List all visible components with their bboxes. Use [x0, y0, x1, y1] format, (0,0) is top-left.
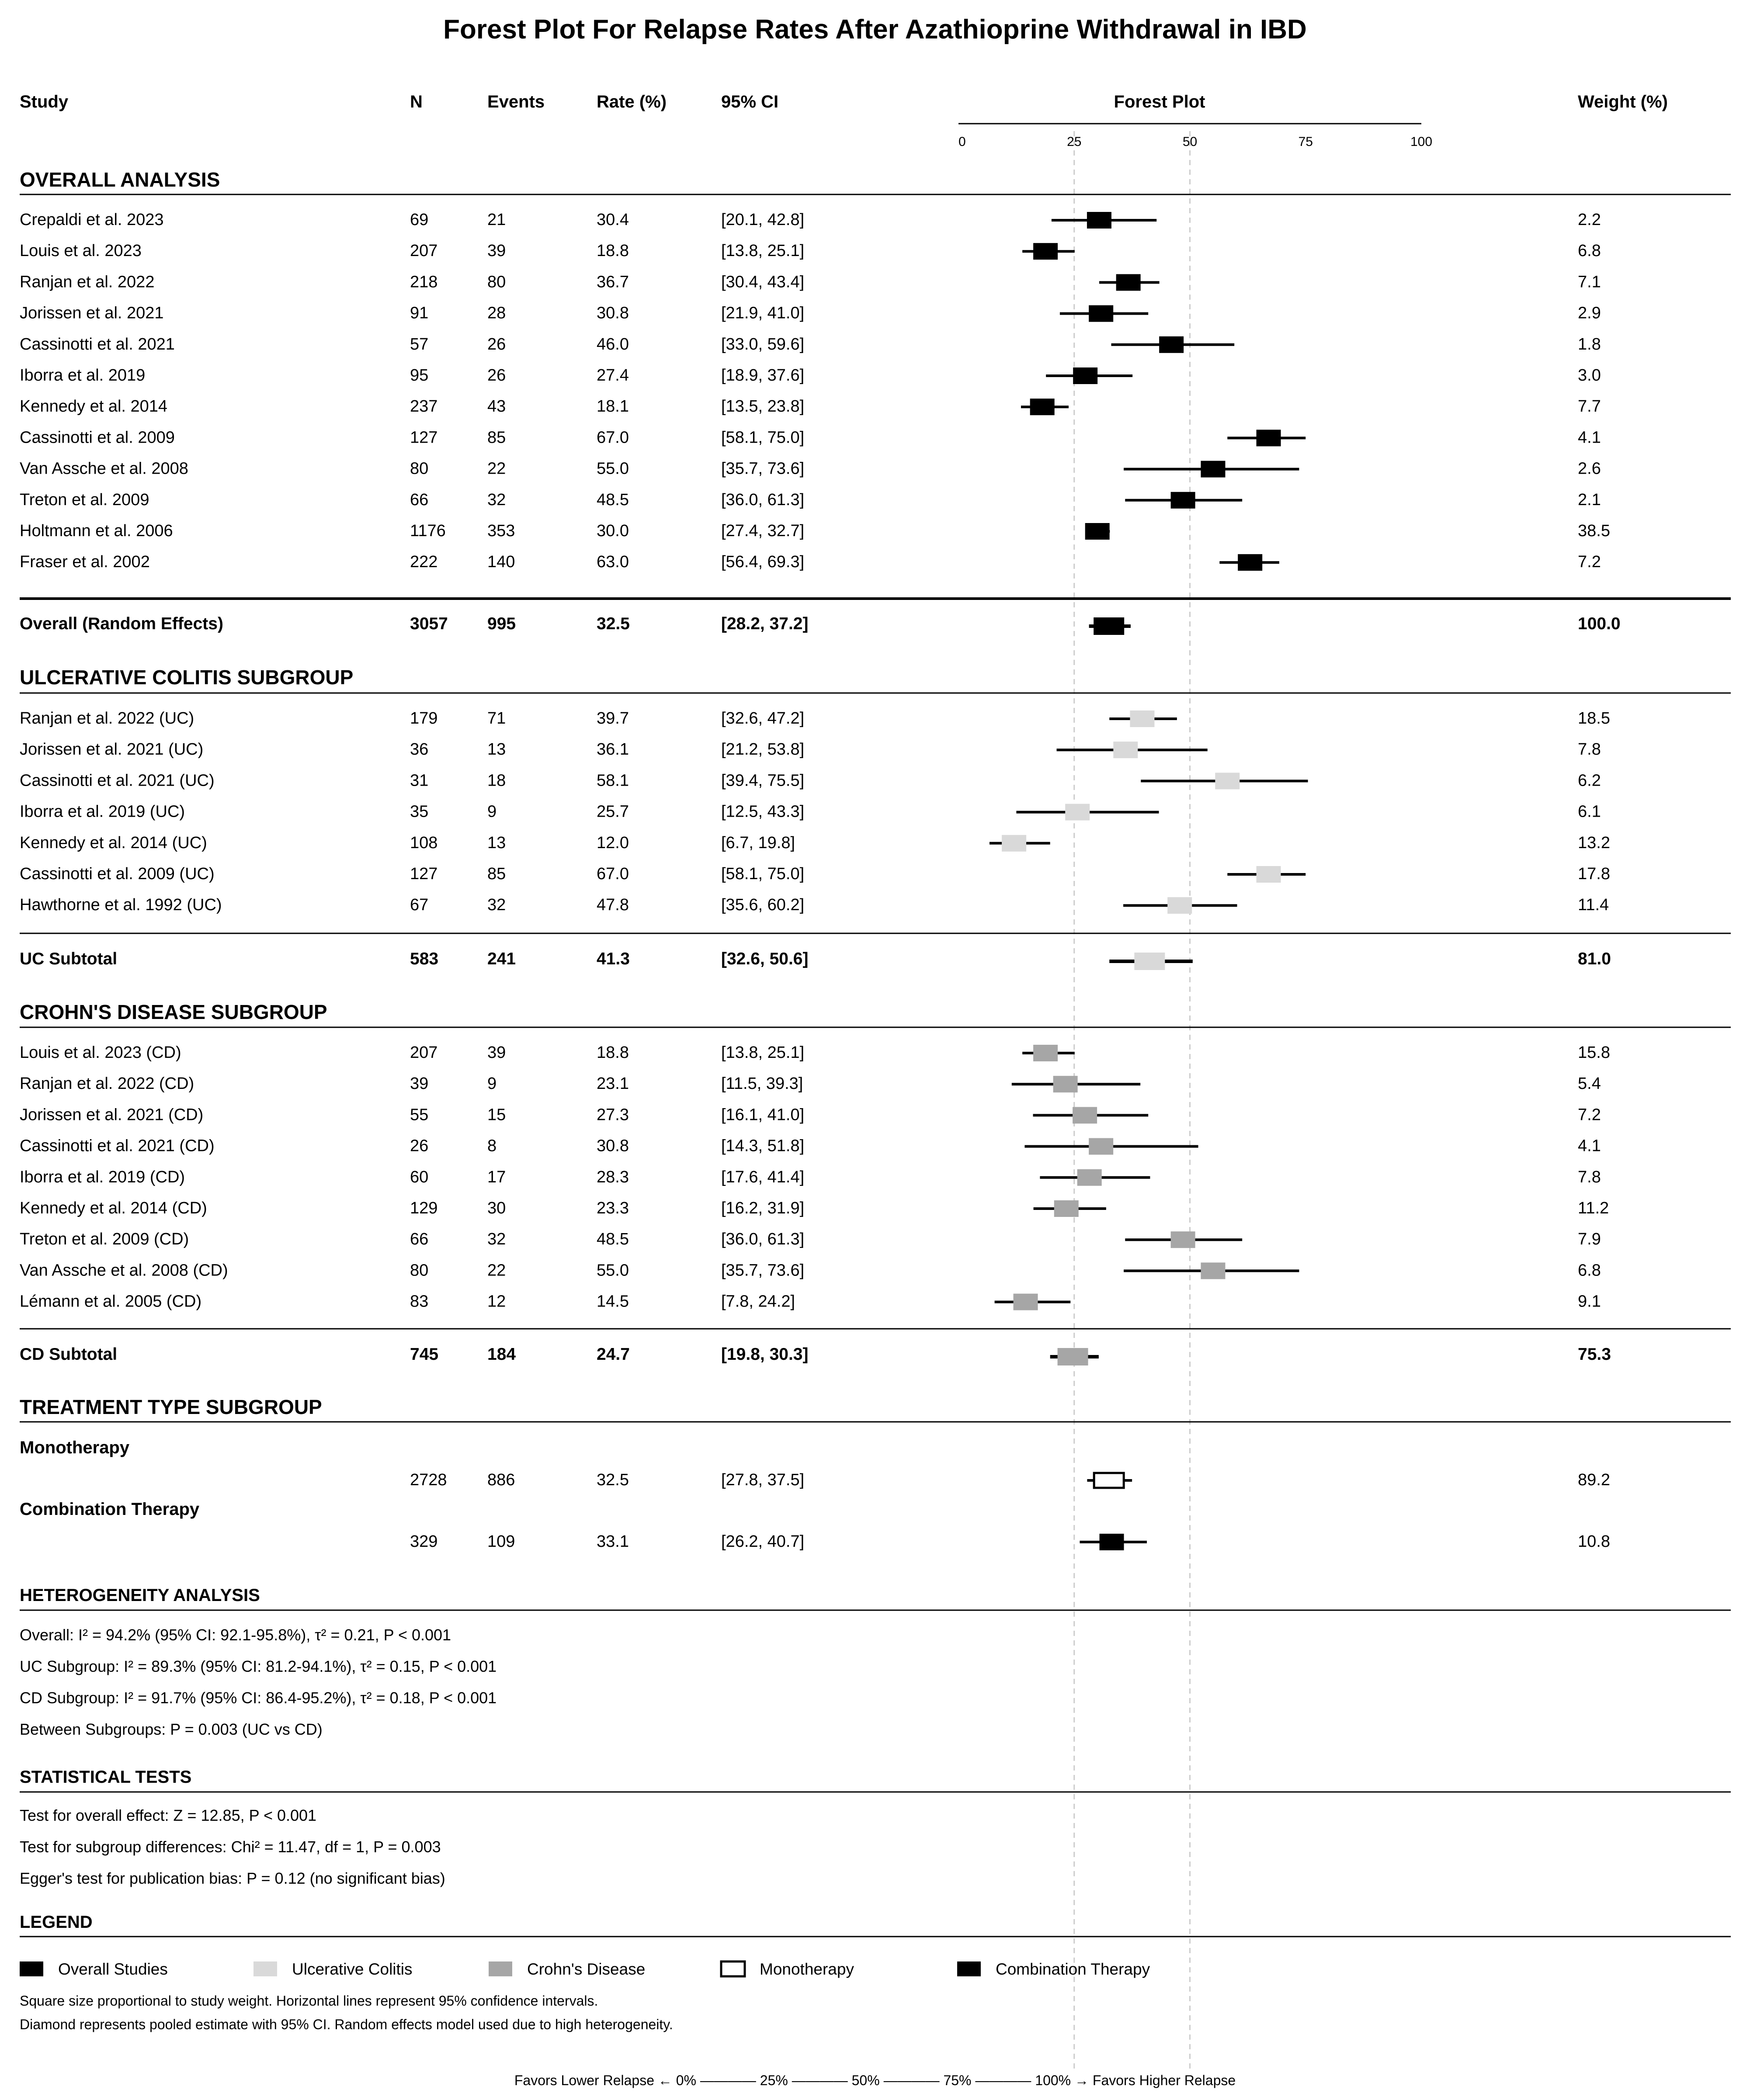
study-row-n: 222 — [410, 553, 438, 572]
study-row-events: 39 — [487, 1043, 506, 1062]
study-row-study: Ranjan et al. 2022 (CD) — [20, 1074, 194, 1093]
study-row-marker — [1077, 1169, 1102, 1186]
study-row-events: 32 — [487, 490, 506, 509]
legend-label: Overall Studies — [58, 1960, 168, 1978]
legend-label: Crohn's Disease — [527, 1960, 646, 1978]
study-row-marker — [1030, 399, 1055, 415]
study-row-marker — [1116, 274, 1141, 291]
study-row-weight: 11.2 — [1578, 1199, 1609, 1217]
study-row-n: 127 — [410, 428, 438, 447]
subtotal-row-label: UC Subtotal — [20, 950, 118, 968]
study-row-weight: 7.7 — [1578, 397, 1601, 416]
study-row-rate: 30.8 — [597, 1137, 629, 1155]
study-row-ci: [16.2, 31.9] — [721, 1199, 805, 1217]
legend-swatch-monotherapy — [721, 1961, 745, 1976]
study-row-marker — [1073, 367, 1097, 384]
study-row-rate: 12.0 — [597, 833, 629, 852]
study-row-weight: 38.5 — [1578, 522, 1610, 540]
study-row-ci: [21.2, 53.8] — [721, 740, 805, 759]
study-row-ci: [30.4, 43.4] — [721, 273, 805, 291]
study-row-study: Cassinotti et al. 2021 (CD) — [20, 1137, 215, 1155]
subtotal-row-ci: [32.6, 50.6] — [721, 950, 809, 968]
study-row-ci: [35.6, 60.2] — [721, 896, 805, 915]
study-row-ci: [13.8, 25.1] — [721, 1043, 805, 1062]
study-row-events: 21 — [487, 211, 506, 229]
treatment-row-events: 886 — [487, 1471, 515, 1489]
study-row-study: Iborra et al. 2019 — [20, 366, 146, 385]
study-row-n: 207 — [410, 1043, 438, 1062]
study-row-weight: 17.8 — [1578, 865, 1610, 883]
study-row-rate: 36.7 — [597, 273, 629, 291]
study-row-events: 8 — [487, 1137, 497, 1155]
subtotal-row-weight: 100.0 — [1578, 614, 1621, 633]
study-row-ci: [11.5, 39.3] — [721, 1074, 803, 1093]
legend-swatch-uc — [253, 1961, 277, 1976]
study-row-weight: 18.5 — [1578, 709, 1610, 728]
study-row-study: Jorissen et al. 2021 (UC) — [20, 740, 204, 759]
study-row-n: 67 — [410, 896, 429, 915]
study-row-events: 85 — [487, 428, 506, 447]
treatment-row-n: 2728 — [410, 1471, 447, 1489]
study-row-weight: 11.4 — [1578, 896, 1609, 915]
study-row-n: 237 — [410, 397, 438, 416]
study-row-events: 32 — [487, 1230, 506, 1249]
study-row-marker — [1053, 1076, 1078, 1092]
study-row-ci: [13.8, 25.1] — [721, 242, 805, 260]
study-row-rate: 67.0 — [597, 865, 629, 883]
study-row-marker — [1002, 835, 1026, 852]
study-row-events: 13 — [487, 833, 506, 852]
study-row-marker — [1054, 1200, 1079, 1217]
study-row-ci: [17.6, 41.4] — [721, 1168, 805, 1186]
study-row-marker — [1159, 336, 1184, 353]
study-row-n: 83 — [410, 1292, 429, 1311]
study-row-ci: [56.4, 69.3] — [721, 553, 805, 572]
subtotal-row-events: 995 — [487, 614, 516, 633]
axis-tick-label: 50 — [1182, 135, 1198, 149]
subtotal-row-ci: [28.2, 37.2] — [721, 614, 809, 633]
study-row-rate: 18.8 — [597, 242, 629, 260]
study-row-weight: 7.2 — [1578, 1105, 1601, 1124]
study-row-rate: 28.3 — [597, 1168, 629, 1186]
column-header-study: Study — [20, 92, 69, 111]
study-row-marker — [1167, 897, 1192, 914]
study-row-events: 9 — [487, 802, 497, 821]
column-header-forest-plot: Forest Plot — [1114, 92, 1205, 111]
study-row-marker — [1033, 243, 1058, 260]
heterogeneity-line: CD Subgroup: I² = 91.7% (95% CI: 86.4-95.2%), τ² = 0.18, P < 0.001 — [20, 1689, 497, 1707]
study-row-n: 80 — [410, 459, 429, 478]
section-heading: CROHN'S DISEASE SUBGROUP — [20, 1001, 327, 1023]
study-row-marker — [1171, 492, 1195, 509]
axis-tick-label: 0 — [958, 135, 966, 149]
axis-tick-label: 75 — [1298, 135, 1313, 149]
subtotal-row-marker — [1058, 1348, 1088, 1365]
treatment-row-ci: [27.8, 37.5] — [721, 1471, 805, 1489]
treatment-row-marker — [1094, 1473, 1124, 1488]
study-row-events: 85 — [487, 865, 506, 883]
study-row-study: Iborra et al. 2019 (CD) — [20, 1168, 185, 1186]
study-row-study: Holtmann et al. 2006 — [20, 522, 173, 540]
subtotal-row-events: 184 — [487, 1345, 516, 1364]
study-row-n: 91 — [410, 304, 429, 322]
study-row-rate: 14.5 — [597, 1292, 629, 1311]
study-row-weight: 9.1 — [1578, 1292, 1601, 1311]
study-row-rate: 36.1 — [597, 740, 629, 759]
study-row-study: Ranjan et al. 2022 (UC) — [20, 709, 194, 728]
study-row-rate: 67.0 — [597, 428, 629, 447]
study-row-ci: [14.3, 51.8] — [721, 1137, 805, 1155]
column-header-ci: 95% CI — [721, 92, 779, 111]
study-row-ci: [58.1, 75.0] — [721, 428, 805, 447]
heterogeneity-line: UC Subgroup: I² = 89.3% (95% CI: 81.2-94.1%), τ² = 0.15, P < 0.001 — [20, 1657, 497, 1675]
study-row-rate: 39.7 — [597, 709, 629, 728]
column-header-weight: Weight (%) — [1578, 92, 1668, 111]
study-row-ci: [39.4, 75.5] — [721, 771, 805, 790]
study-row-rate: 30.4 — [597, 211, 629, 229]
study-row-rate: 46.0 — [597, 335, 629, 353]
study-row-rate: 27.3 — [597, 1105, 629, 1124]
stats-line: Test for subgroup differences: Chi² = 11.47, df = 1, P = 0.003 — [20, 1838, 441, 1856]
study-row-marker — [1215, 773, 1240, 789]
study-row-study: Jorissen et al. 2021 (CD) — [20, 1105, 204, 1124]
study-row-ci: [21.9, 41.0] — [721, 304, 805, 322]
subtotal-row-rate: 41.3 — [597, 950, 630, 968]
study-row-weight: 1.8 — [1578, 335, 1601, 353]
study-row-events: 71 — [487, 709, 506, 728]
legend-note: Diamond represents pooled estimate with 95% CI. Random effects model used due to high heterogeneity. — [20, 2017, 673, 2032]
treatment-row-weight: 89.2 — [1578, 1471, 1610, 1489]
study-row-rate: 23.1 — [597, 1074, 629, 1093]
study-row-weight: 5.4 — [1578, 1074, 1601, 1093]
study-row-weight: 7.2 — [1578, 553, 1601, 572]
study-row-marker — [1257, 430, 1281, 446]
section-heading: OVERALL ANALYSIS — [20, 168, 220, 191]
study-row-study: Fraser et al. 2002 — [20, 553, 150, 572]
study-row-rate: 18.1 — [597, 397, 629, 416]
study-row-marker — [1257, 866, 1281, 883]
study-row-events: 43 — [487, 397, 506, 416]
legend-heading: LEGEND — [20, 1913, 93, 1932]
legend-note: Square size proportional to study weight. Horizontal lines represent 95% confidence intervals. — [20, 1993, 598, 2009]
study-row-n: 39 — [410, 1074, 429, 1093]
study-row-study: Iborra et al. 2019 (UC) — [20, 802, 185, 821]
study-row-events: 39 — [487, 242, 506, 260]
subtotal-row-weight: 81.0 — [1578, 950, 1611, 968]
study-row-study: Cassinotti et al. 2009 — [20, 428, 175, 447]
study-row-study: Van Assche et al. 2008 (CD) — [20, 1261, 228, 1280]
study-row-events: 80 — [487, 273, 506, 291]
study-row-ci: [7.8, 24.2] — [721, 1292, 795, 1311]
study-row-study: Hawthorne et al. 1992 (UC) — [20, 896, 222, 915]
study-row-ci: [18.9, 37.6] — [721, 366, 805, 385]
study-row-n: 31 — [410, 771, 429, 790]
subtotal-row-marker — [1134, 953, 1165, 970]
study-row-n: 129 — [410, 1199, 438, 1217]
study-row-study: Louis et al. 2023 — [20, 242, 142, 260]
study-row-study: Crepaldi et al. 2023 — [20, 211, 164, 229]
legend-swatch-overall — [20, 1961, 43, 1976]
subtotal-row-marker — [1094, 617, 1124, 635]
stats-heading: STATISTICAL TESTS — [20, 1767, 192, 1787]
study-row-ci: [58.1, 75.0] — [721, 865, 805, 883]
study-row-rate: 30.8 — [597, 304, 629, 322]
study-row-ci: [12.5, 43.3] — [721, 802, 805, 821]
axis-tick-label: 25 — [1067, 135, 1082, 149]
study-row-ci: [35.7, 73.6] — [721, 459, 805, 478]
study-row-weight: 7.1 — [1578, 273, 1601, 291]
study-row-rate: 23.3 — [597, 1199, 629, 1217]
study-row-ci: [27.4, 32.7] — [721, 522, 805, 540]
study-row-events: 12 — [487, 1292, 506, 1311]
study-row-n: 69 — [410, 211, 429, 229]
treatment-group-label: Combination Therapy — [20, 1500, 200, 1519]
column-header-n: N — [410, 92, 423, 111]
study-row-n: 127 — [410, 865, 438, 883]
chart-title: Forest Plot For Relapse Rates After Azathioprine Withdrawal in IBD — [443, 14, 1307, 45]
study-row-events: 22 — [487, 459, 506, 478]
study-row-weight: 13.2 — [1578, 833, 1610, 852]
legend-swatch-cd — [489, 1961, 512, 1976]
study-row-weight: 4.1 — [1578, 428, 1601, 447]
study-row-study: Kennedy et al. 2014 (UC) — [20, 833, 207, 852]
study-row-marker — [1073, 1107, 1097, 1123]
study-row-events: 140 — [487, 553, 515, 572]
study-row-weight: 6.1 — [1578, 802, 1601, 821]
study-row-weight: 2.2 — [1578, 211, 1601, 229]
study-row-rate: 27.4 — [597, 366, 629, 385]
study-row-marker — [1171, 1231, 1195, 1248]
section-heading: ULCERATIVE COLITIS SUBGROUP — [20, 666, 354, 689]
stats-line: Egger's test for publication bias: P = 0.12 (no significant bias) — [20, 1869, 445, 1887]
study-row-rate: 48.5 — [597, 490, 629, 509]
study-row-weight: 4.1 — [1578, 1137, 1601, 1155]
subtotal-row-n: 745 — [410, 1345, 439, 1364]
study-row-events: 353 — [487, 522, 515, 540]
study-row-ci: [32.6, 47.2] — [721, 709, 805, 728]
study-row-n: 66 — [410, 1230, 429, 1249]
treatment-row-n: 329 — [410, 1532, 438, 1551]
study-row-events: 15 — [487, 1105, 506, 1124]
study-row-ci: [35.7, 73.6] — [721, 1261, 805, 1280]
treatment-row-weight: 10.8 — [1578, 1532, 1610, 1551]
study-row-marker — [1085, 523, 1110, 540]
treatment-row-marker — [1100, 1534, 1124, 1550]
study-row-study: Kennedy et al. 2014 — [20, 397, 168, 416]
study-row-weight: 6.8 — [1578, 242, 1601, 260]
study-row-events: 28 — [487, 304, 506, 322]
legend-swatch-combo — [957, 1961, 981, 1976]
study-row-weight: 15.8 — [1578, 1043, 1610, 1062]
study-row-n: 95 — [410, 366, 429, 385]
study-row-study: Kennedy et al. 2014 (CD) — [20, 1199, 207, 1217]
study-row-ci: [36.0, 61.3] — [721, 490, 805, 509]
section-heading: TREATMENT TYPE SUBGROUP — [20, 1396, 322, 1418]
study-row-n: 1176 — [410, 522, 446, 540]
study-row-rate: 55.0 — [597, 1261, 629, 1280]
study-row-n: 57 — [410, 335, 429, 353]
study-row-rate: 48.5 — [597, 1230, 629, 1249]
study-row-n: 66 — [410, 490, 429, 509]
study-row-ci: [33.0, 59.6] — [721, 335, 805, 353]
study-row-marker — [1238, 554, 1262, 571]
study-row-study: Cassinotti et al. 2009 (UC) — [20, 865, 215, 883]
legend-label: Monotherapy — [760, 1960, 854, 1978]
study-row-rate: 63.0 — [597, 553, 629, 572]
study-row-study: Lémann et al. 2005 (CD) — [20, 1292, 202, 1311]
axis-tick-label: 100 — [1410, 135, 1433, 149]
subtotal-row-label: CD Subtotal — [20, 1345, 118, 1364]
study-row-n: 179 — [410, 709, 438, 728]
stats-line: Test for overall effect: Z = 12.85, P < 0.001 — [20, 1806, 317, 1824]
study-row-n: 218 — [410, 273, 438, 291]
study-row-marker — [1113, 742, 1138, 758]
study-row-n: 35 — [410, 802, 429, 821]
study-row-rate: 18.8 — [597, 1043, 629, 1062]
subtotal-row-weight: 75.3 — [1578, 1345, 1611, 1364]
study-row-marker — [1089, 1138, 1113, 1155]
study-row-marker — [1130, 710, 1154, 727]
study-row-weight: 7.9 — [1578, 1230, 1601, 1249]
study-row-events: 17 — [487, 1168, 506, 1186]
heterogeneity-heading: HETEROGENEITY ANALYSIS — [20, 1586, 260, 1605]
study-row-rate: 55.0 — [597, 459, 629, 478]
study-row-study: Jorissen et al. 2021 — [20, 304, 164, 322]
study-row-rate: 47.8 — [597, 896, 629, 915]
subtotal-row-ci: [19.8, 30.3] — [721, 1345, 809, 1364]
study-row-weight: 2.9 — [1578, 304, 1601, 322]
study-row-marker — [1201, 461, 1225, 478]
study-row-events: 30 — [487, 1199, 506, 1217]
subtotal-row-n: 3057 — [410, 614, 448, 633]
study-row-study: Van Assche et al. 2008 — [20, 459, 188, 478]
study-row-n: 108 — [410, 833, 438, 852]
study-row-n: 60 — [410, 1168, 429, 1186]
study-row-study: Louis et al. 2023 (CD) — [20, 1043, 181, 1062]
study-row-n: 36 — [410, 740, 429, 759]
study-row-study: Treton et al. 2009 — [20, 490, 149, 509]
legend-label: Ulcerative Colitis — [292, 1960, 413, 1978]
study-row-study: Treton et al. 2009 (CD) — [20, 1230, 189, 1249]
study-row-ci: [16.1, 41.0] — [721, 1105, 805, 1124]
treatment-group-label: Monotherapy — [20, 1438, 130, 1457]
study-row-marker — [1201, 1262, 1225, 1279]
study-row-weight: 2.1 — [1578, 490, 1601, 509]
study-row-rate: 30.0 — [597, 522, 629, 540]
study-row-marker — [1014, 1294, 1038, 1310]
study-row-study: Cassinotti et al. 2021 (UC) — [20, 771, 215, 790]
heterogeneity-line: Overall: I² = 94.2% (95% CI: 92.1-95.8%), τ² = 0.21, P < 0.001 — [20, 1626, 451, 1644]
study-row-events: 26 — [487, 366, 506, 385]
study-row-events: 32 — [487, 896, 506, 915]
study-row-events: 9 — [487, 1074, 497, 1093]
study-row-events: 18 — [487, 771, 506, 790]
study-row-study: Cassinotti et al. 2021 — [20, 335, 175, 353]
study-row-study: Ranjan et al. 2022 — [20, 273, 155, 291]
study-row-weight: 7.8 — [1578, 1168, 1601, 1186]
study-row-ci: [20.1, 42.8] — [721, 211, 805, 229]
study-row-weight: 2.6 — [1578, 459, 1601, 478]
study-row-events: 26 — [487, 335, 506, 353]
column-header-events: Events — [487, 92, 545, 111]
study-row-ci: [6.7, 19.8] — [721, 833, 795, 852]
study-row-ci: [36.0, 61.3] — [721, 1230, 805, 1249]
study-row-n: 80 — [410, 1261, 429, 1280]
study-row-n: 55 — [410, 1105, 429, 1124]
study-row-ci: [13.5, 23.8] — [721, 397, 805, 416]
subtotal-row-label: Overall (Random Effects) — [20, 614, 223, 633]
subtotal-row-rate: 24.7 — [597, 1345, 630, 1364]
study-row-events: 13 — [487, 740, 506, 759]
legend-label: Combination Therapy — [996, 1960, 1150, 1978]
treatment-row-ci: [26.2, 40.7] — [721, 1532, 805, 1551]
study-row-n: 207 — [410, 242, 438, 260]
study-row-rate: 25.7 — [597, 802, 629, 821]
study-row-weight: 6.2 — [1578, 771, 1601, 790]
study-row-n: 26 — [410, 1137, 429, 1155]
footer-axis-caption: Favors Lower Relapse ← 0% ———— 25% ———— 50% ———— 75% ———— 100% → Favors Higher Relapse — [514, 2072, 1236, 2088]
study-row-marker — [1089, 305, 1113, 322]
study-row-events: 22 — [487, 1261, 506, 1280]
study-row-marker — [1033, 1045, 1058, 1061]
study-row-weight: 7.8 — [1578, 740, 1601, 759]
treatment-row-events: 109 — [487, 1532, 515, 1551]
study-row-weight: 6.8 — [1578, 1261, 1601, 1280]
subtotal-row-events: 241 — [487, 950, 516, 968]
study-row-weight: 3.0 — [1578, 366, 1601, 385]
heterogeneity-line: Between Subgroups: P = 0.003 (UC vs CD) — [20, 1720, 323, 1738]
treatment-row-rate: 32.5 — [597, 1471, 629, 1489]
study-row-marker — [1087, 212, 1111, 229]
study-row-marker — [1065, 804, 1090, 821]
study-row-rate: 58.1 — [597, 771, 629, 790]
subtotal-row-n: 583 — [410, 950, 439, 968]
subtotal-row-rate: 32.5 — [597, 614, 630, 633]
treatment-row-rate: 33.1 — [597, 1532, 629, 1551]
column-header-rate: Rate (%) — [597, 92, 667, 111]
